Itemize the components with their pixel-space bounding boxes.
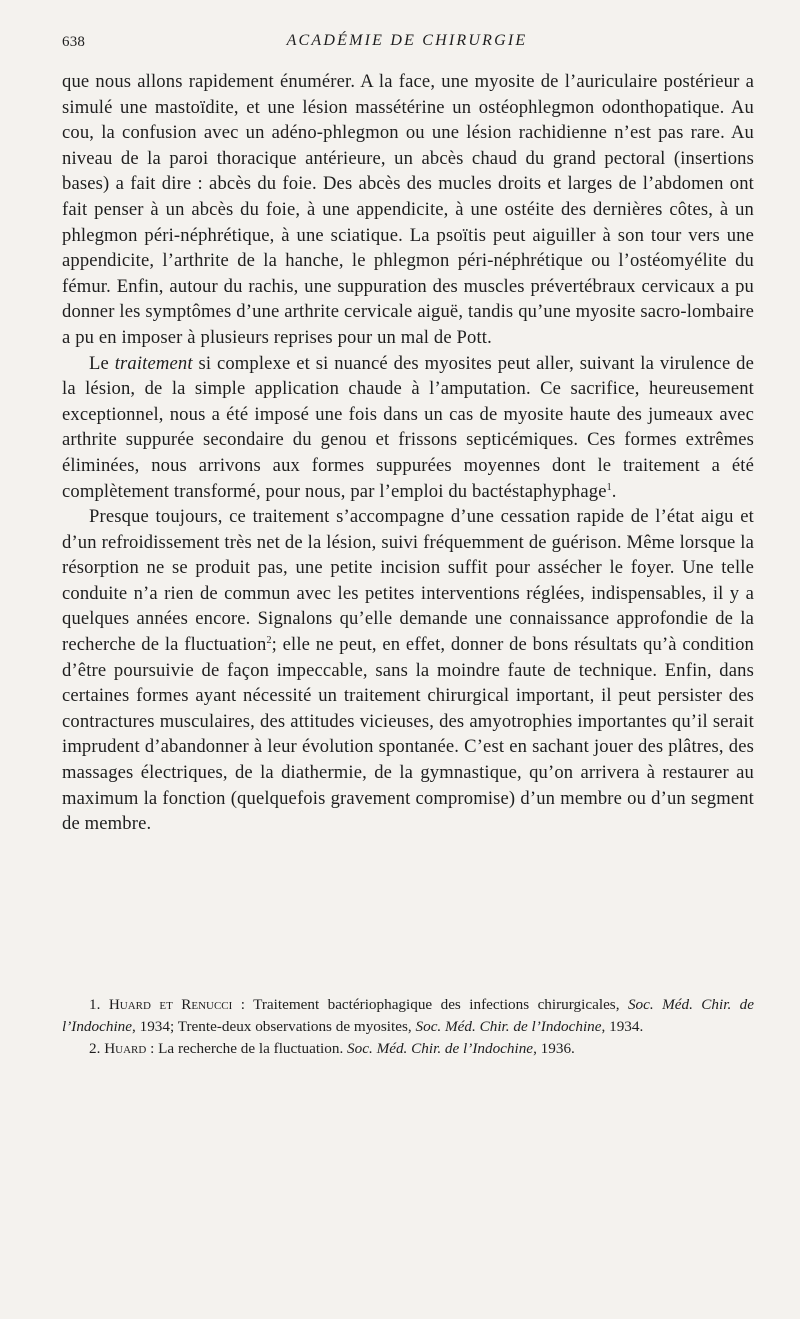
paragraph-1: que nous allons rapidement énumérer. A la face, une myosite de l’auriculaire postérieur a simulé une mastoïdite, et une lésion massétérine un ostéophlegmon odonthopatique. Au cou, la confusion avec un adéno-phlegmon ou une lésion rachidienne n’est pas rare. Au niveau de la paroi thoracique antérieure, un abcès chaud du grand pectoral (insertions bases) a fait dire : abcès du foie. Des abcès des mucles droits et larges de l’abdomen ont fait penser à un abcès du foie, à une appendicite, à une ostéite des dernières côtes, à un phlegmon péri-néphrétique, à une sciatique. La psoïtis peut aiguiller à son tour vers une appendicite, l’arthrite de la hanche, le phlegmon péri-néphrétique ou l’ostéomyélite du fémur. Enfin, autour du rachis, une suppuration des muscles prévertébraux cervicaux a pu donner les symptômes d’une arthrite cervicale aiguë, tandis qu’une myosite sacro-lombaire a pu en imposer à plusieurs reprises pour un mal de Pott. <box>62 71 754 348</box>
footnote-1-number: 1. <box>89 996 109 1013</box>
footnote-2-text-a: : La recherche de la fluctuation. <box>146 1040 348 1057</box>
footnote-ref-1: 1 <box>606 481 612 493</box>
paragraph-2 <box>62 351 754 505</box>
running-header <box>62 32 752 56</box>
footnote-1-text-c: , 1934. <box>601 1017 644 1035</box>
page-number: 638 <box>62 34 86 50</box>
footnote-1-journal-a: Soc. Méd. Chir. de l’Indochine <box>62 996 755 1035</box>
paragraph-3-text-a: Presque toujours, ce traitement s’accompagne d’une cessation rapide de l’état aigu et d’un refroidissement très net de la lésion, suivi fréquemment de guérison. Même lorsque la résorption ne se produit pas, une petite incision suffit pour assécher le foyer. Une telle conduite n’a rien de commun avec les petites interventions réglées, indispensables, il y a quelques années encore. Signalons qu’elle demande une connaissance approfondie de la recherche de la fluctuation <box>62 506 754 656</box>
footnote-2-author: Huard <box>104 1040 147 1057</box>
footnote-2-number: 2. <box>89 1040 105 1057</box>
paragraph-2-lead: Le <box>89 352 115 374</box>
footnote-1-journal-b: Soc. Méd. Chir. de l’Indochine <box>415 1017 602 1035</box>
footnote-1 <box>62 994 754 1037</box>
footnote-ref-2: 2 <box>266 635 272 647</box>
paragraph-2-italic-term: traitement <box>114 352 193 374</box>
footnote-2-text-b: , 1936. <box>533 1040 575 1057</box>
running-title: ACADÉMIE DE CHIRURGIE <box>286 32 528 49</box>
body-text <box>62 69 754 837</box>
paragraph-2-end: . <box>611 480 617 502</box>
footnote-1-text-b: , 1934; Trente-deux observations de myosites, <box>132 1017 416 1035</box>
paragraph-3 <box>62 504 754 837</box>
footnote-2-journal: Soc. Méd. Chir. de l’Indochine <box>347 1040 534 1057</box>
footnote-2 <box>62 1038 754 1060</box>
paragraph-2-text: si complexe et si nuancé des myosites peut aller, suivant la virulence de la lésion, de la simple application chaude à l’amputation. Ce sacrifice, heureusement exceptionnel, nous a été imposé une fois dans un cas de myosite haute des jumeaux avec arthrite suppurée secondaire du genou et frissons septicémiques. Ces formes extrêmes éliminées, nous arrivons aux formes suppurées moyennes dont le traitement a été complètement transformé, pour nous, par l’emploi du bactéstaphyphage <box>62 352 754 502</box>
footnote-1-text-a: : Traitement bactériophagique des infections chirurgicales, <box>232 996 628 1013</box>
paragraph-3-text-b: ; elle ne peut, en effet, donner de bons résultats qu’à condition d’être poursuivie de façon impeccable, sans la moindre faute de technique. Enfin, dans certaines formes ayant nécessité un traitement chirurgical important, il peut persister des contractures musculaires, des attitudes vicieuses, des amyotrophies importantes qu’il serait imprudent d’abandonner à leur évolution spontanée. C’est en sachant jouer des plâtres, des massages électriques, de la diathermie, de la gymnastique, qu’on arrivera à restaurer au maximum la fonction (quelquefois gravement compromise) d’un membre ou d’un segment de membre. <box>62 634 754 835</box>
footnote-1-authors: Huard et Renucci <box>108 996 233 1013</box>
footnotes <box>62 994 754 1061</box>
